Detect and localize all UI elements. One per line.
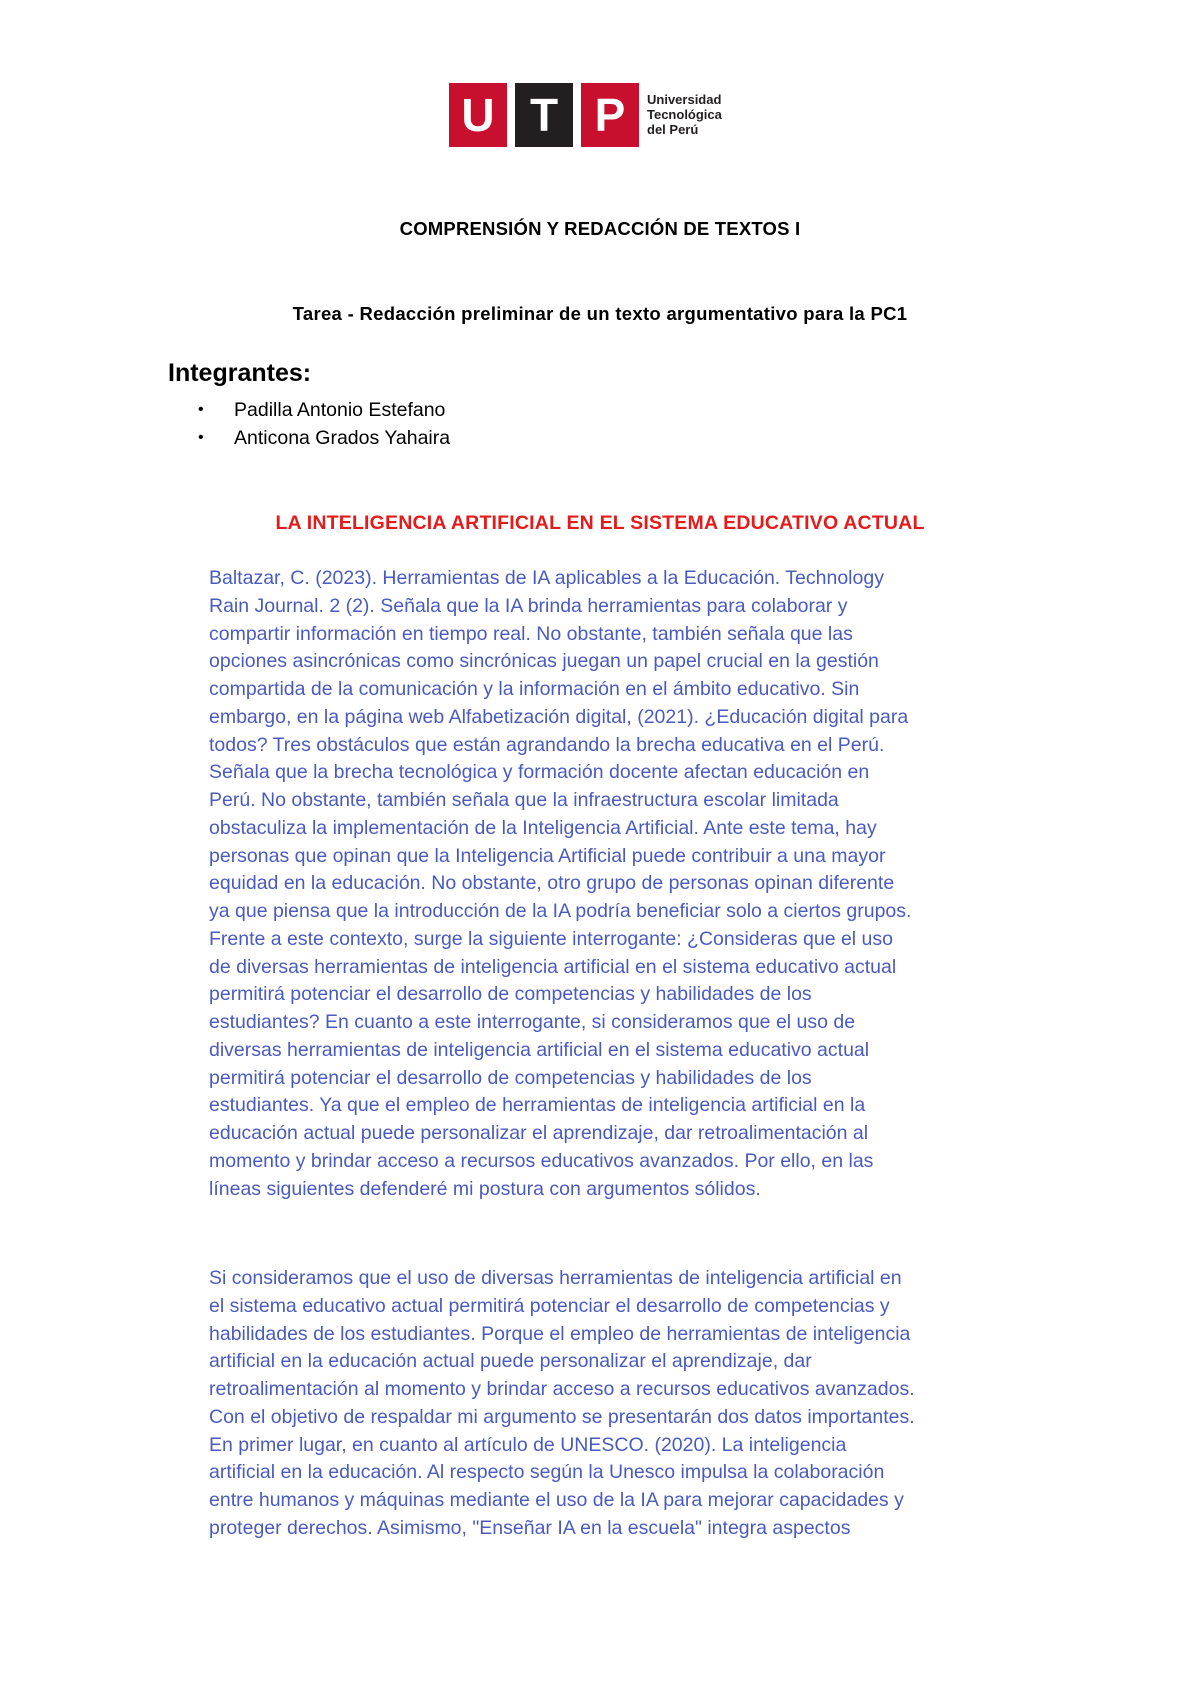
paragraph-line: ya que piensa que la introducción de la IA podría beneficiar solo a ciertos grupos. [209,900,912,922]
paragraph-line: En primer lugar, en cuanto al artículo de UNESCO. (2020). La inteligencia [209,1433,847,1456]
course-title: COMPRENSIÓN Y REDACCIÓN DE TEXTOS I [399,218,801,239]
paragraph-line: Rain Journal. 2 (2). Señala que la IA brinda herramientas para colaborar y [209,594,848,617]
paragraph-line: permitirá potenciar el desarrollo de competencias y habilidades de los [209,983,812,1006]
paragraph-line: artificial en la educación. Al respecto según la Unesco impulsa la colaboración [209,1461,885,1484]
logo-line: Tecnológica [647,107,722,122]
bullet-icon: • [198,401,204,418]
paragraph-line: líneas siguientes defenderé mi postura con argumentos sólidos. [209,1177,761,1200]
paragraph-line: educación actual puede personalizar el aprendizaje, dar retroalimentación al [209,1122,869,1144]
paragraph-line: Si consideramos que el uso de diversas herramientas de inteligencia artificial en [209,1267,902,1289]
paragraph-line: proteger derechos. Asimismo, "Enseñar IA en la escuela" integra aspectos [209,1516,851,1539]
member-name: Padilla Antonio Estefano [234,399,446,421]
logo-line: del Perú [647,122,699,137]
members-list [198,396,450,452]
argument-paragraph [209,1265,1029,1543]
paragraph-line: retroalimentación al momento y brindar acceso a recursos educativos avanzados. [209,1378,915,1400]
member-name: Anticona Grados Yahaira [234,427,451,449]
paragraph-line: Baltazar, C. (2023). Herramientas de IA aplicables a la Educación. Technology [209,567,884,589]
paragraph-line: compartida de la comunicación y la información en el ámbito educativo. Sin [209,678,860,700]
essay-title: LA INTELIGENCIA ARTIFICIAL EN EL SISTEMA EDUCATIVO ACTUAL [275,512,925,534]
logo-line: Universidad [647,92,722,107]
paragraph-line: personas que opinan que la Inteligencia Artificial puede contribuir a una mayor [209,844,886,867]
paragraph-line: todos? Tres obstáculos que están agrandando la brecha educativa en el Perú. [209,733,885,756]
paragraph-line: el sistema educativo actual permitirá potenciar el desarrollo de competencias y [209,1294,890,1317]
paragraph-line: Frente a este contexto, surge la siguiente interrogante: ¿Consideras que el uso [209,927,893,950]
utp-logo [449,83,739,147]
paragraph-line: diversas herramientas de inteligencia artificial en el sistema educativo actual [209,1038,870,1061]
paragraph-line: entre humanos y máquinas mediante el uso de la IA para mejorar capacidades y [209,1489,904,1511]
paragraph-line: momento y brindar acceso a recursos educativos avanzados. Por ello, en las [209,1149,874,1172]
paragraph-line: Con el objetivo de respaldar mi argumento se presentarán dos datos importantes. [209,1405,915,1428]
paragraph-line: artificial en la educación actual puede personalizar el aprendizaje, dar [209,1350,812,1373]
logo-university-name [647,92,722,137]
paragraph-line: compartir información en tiempo real. No obstante, también señala que las [209,622,853,645]
paragraph-line: embargo, en la página web Alfabetización digital, (2021). ¿Educación digital para [209,705,909,728]
task-title: Tarea - Redacción preliminar de un texto argumentativo para la PC1 [292,303,908,324]
member-item [198,396,450,424]
paragraph-line: opciones asincrónicas como sincrónicas juegan un papel crucial en la gestión [209,650,879,673]
paragraph-line: estudiantes. Ya que el empleo de herramientas de inteligencia artificial en la [209,1094,866,1117]
paragraph-line: equidad en la educación. No obstante, otro grupo de personas opinan diferente [209,872,895,895]
member-item [198,424,450,452]
paragraph-line: de diversas herramientas de inteligencia artificial en el sistema educativo actual [209,955,897,978]
members-heading: Integrantes: [168,359,312,387]
logo-letter-p: P [581,83,639,147]
paragraph-line: Señala que la brecha tecnológica y formación docente afectan educación en [209,761,870,784]
paragraph-line: habilidades de los estudiantes. Porque el empleo de herramientas de inteligencia [209,1322,911,1345]
paragraph-line: permitirá potenciar el desarrollo de competencias y habilidades de los [209,1066,812,1089]
paragraph-line: Perú. No obstante, también señala que la infraestructura escolar limitada [209,789,839,811]
logo-letter-t: T [515,83,573,147]
paragraph-line: obstaculiza la implementación de la Inteligencia Artificial. Ante este tema, hay [209,816,877,839]
bullet-icon: • [198,429,204,446]
paragraph-line: estudiantes? En cuanto a este interrogante, si consideramos que el uso de [209,1011,856,1033]
introduction-paragraph [209,565,1029,1203]
logo-letter-u: U [449,83,507,147]
